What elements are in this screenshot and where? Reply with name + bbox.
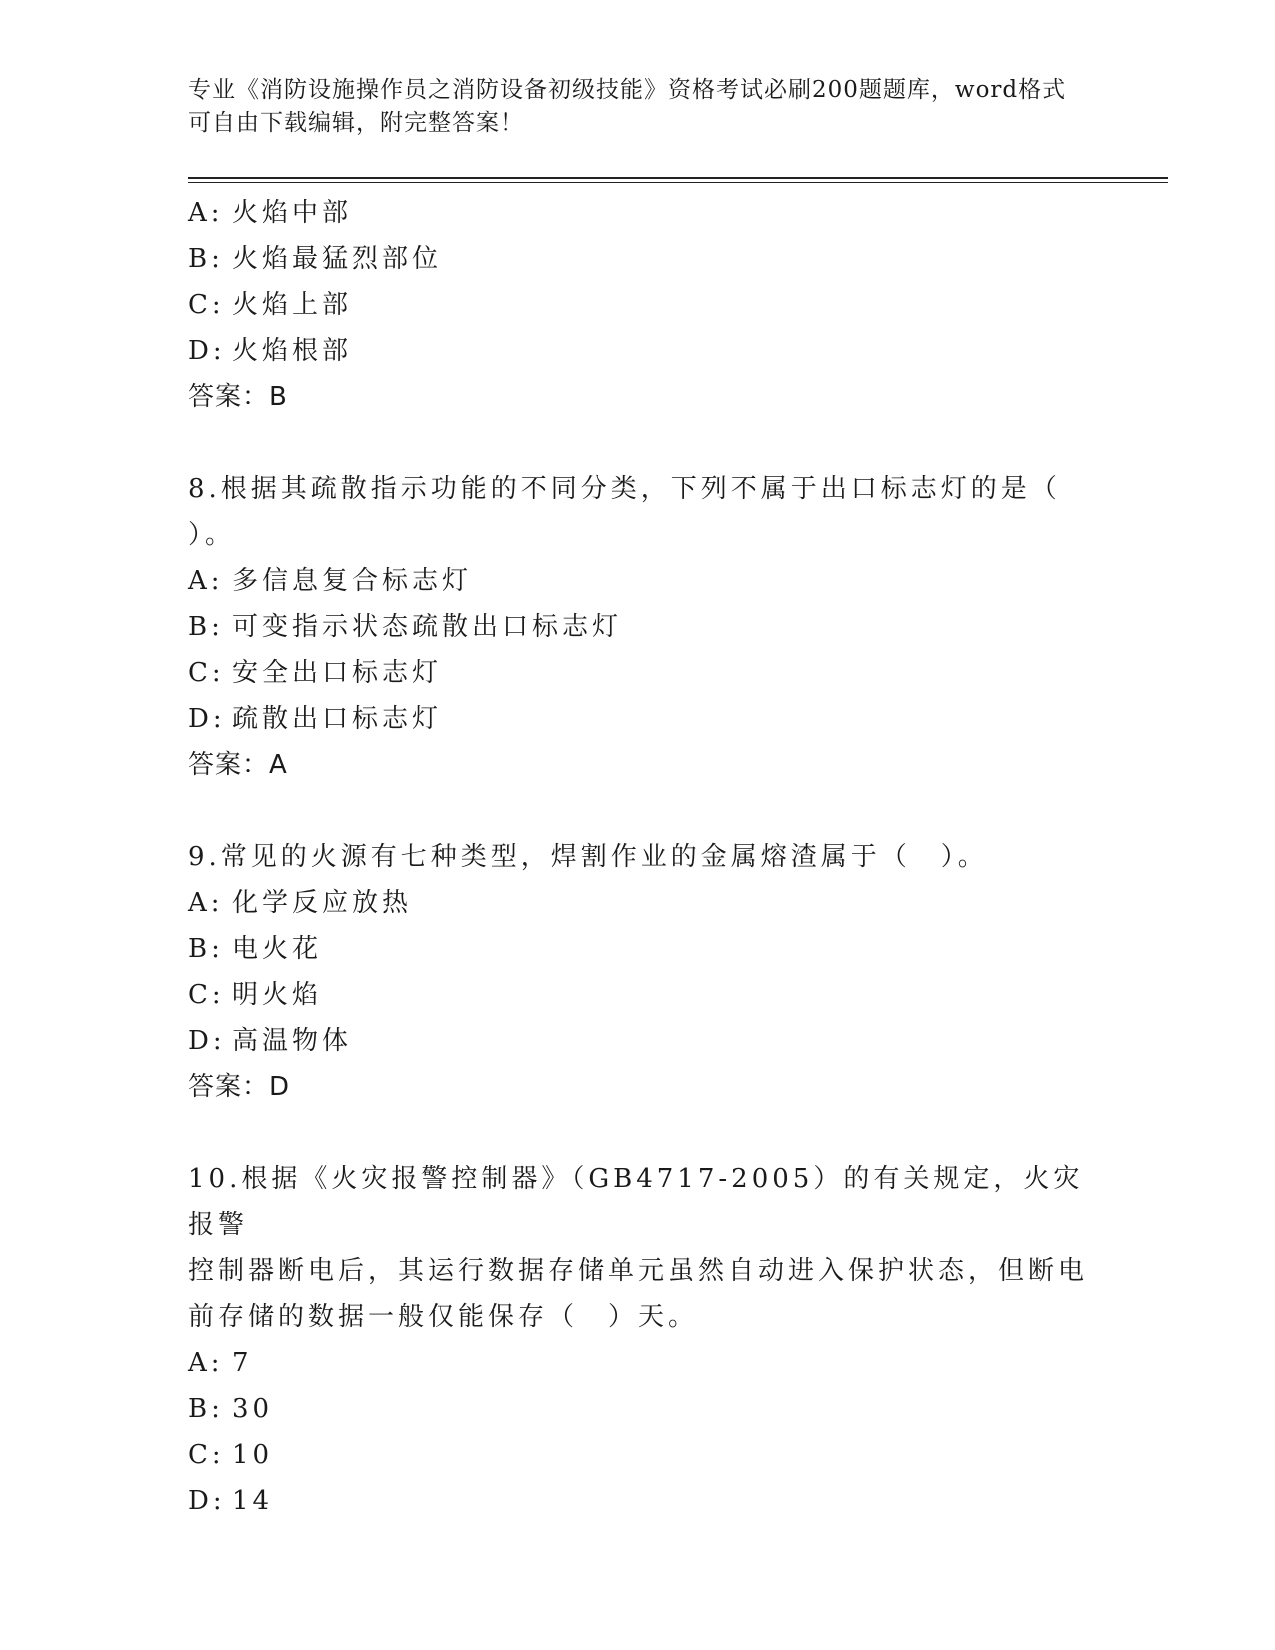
answer-line: 答案：B <box>188 382 288 412</box>
option-key: D: <box>188 1486 226 1516</box>
option-c <box>188 650 1088 696</box>
option-key: B: <box>188 1394 224 1424</box>
option-key: A: <box>188 198 224 228</box>
question-content <box>188 190 1088 1524</box>
header-rule-thin <box>188 182 1168 183</box>
answer-line: 答案：D <box>188 1072 291 1102</box>
header-rule-thick <box>188 177 1168 179</box>
spacer <box>188 788 1088 834</box>
option-text: 疏散出口标志灯 <box>232 704 443 734</box>
option-text: 30 <box>232 1394 274 1424</box>
option-text: 多信息复合标志灯 <box>232 566 473 596</box>
question-stem-line: 8.根据其疏散指示功能的不同分类，下列不属于出口标志灯的是（ <box>188 474 1061 504</box>
option-a <box>188 1340 1088 1386</box>
option-key: C: <box>188 658 225 688</box>
option-key: B: <box>188 244 224 274</box>
option-d <box>188 1018 1088 1064</box>
option-b <box>188 236 1088 282</box>
option-key: D: <box>188 336 226 366</box>
spacer <box>188 420 1088 466</box>
option-text: 高温物体 <box>232 1026 353 1056</box>
option-text: 10 <box>232 1440 274 1470</box>
option-text: 明火焰 <box>232 980 323 1010</box>
option-key: A: <box>188 1348 224 1378</box>
option-key: C: <box>188 980 225 1010</box>
question-stem-line: 9.常见的火源有七种类型，焊割作业的金属熔渣属于（ ）。 <box>188 842 988 872</box>
option-c <box>188 972 1088 1018</box>
header-text: 专业《消防设施操作员之消防设备初级技能》资格考试必刷200题题库，word格式可自由下载编辑，附完整答案！ <box>188 77 1067 136</box>
option-text: 化学反应放热 <box>232 888 413 918</box>
option-a <box>188 558 1088 604</box>
question-8 <box>188 466 1088 788</box>
option-c <box>188 282 1088 328</box>
question-stem-line: 前存储的数据一般仅能保存（ ）天。 <box>188 1302 699 1332</box>
option-b <box>188 604 1088 650</box>
option-text: 火焰上部 <box>232 290 353 320</box>
option-key: D: <box>188 1026 226 1056</box>
option-text: 可变指示状态疏散出口标志灯 <box>232 612 623 642</box>
option-b <box>188 926 1088 972</box>
option-text: 火焰最猛烈部位 <box>232 244 443 274</box>
question-10 <box>188 1156 1088 1524</box>
question-9 <box>188 834 1088 1110</box>
option-key: A: <box>188 566 224 596</box>
answer-line: 答案：A <box>188 750 288 780</box>
question-stem-line: ）。 <box>188 520 236 550</box>
option-key: B: <box>188 612 224 642</box>
option-b <box>188 1386 1088 1432</box>
option-key: B: <box>188 934 224 964</box>
spacer <box>188 1110 1088 1156</box>
option-text: 7 <box>232 1348 253 1378</box>
option-d <box>188 1478 1088 1524</box>
option-key: C: <box>188 1440 225 1470</box>
question-stem-line: 10.根据《火灾报警控制器》（GB4717-2005）的有关规定，火灾报警 <box>188 1164 1084 1240</box>
option-c <box>188 1432 1088 1478</box>
option-a <box>188 190 1088 236</box>
option-text: 电火花 <box>232 934 323 964</box>
option-d <box>188 696 1088 742</box>
document-header <box>188 74 1088 140</box>
option-d <box>188 328 1088 374</box>
option-a <box>188 880 1088 926</box>
option-text: 火焰中部 <box>232 198 353 228</box>
option-text: 安全出口标志灯 <box>232 658 443 688</box>
option-key: D: <box>188 704 226 734</box>
option-key: A: <box>188 888 224 918</box>
option-text: 火焰根部 <box>232 336 353 366</box>
question-stem-line: 控制器断电后，其运行数据存储单元虽然自动进入保护状态，但断电 <box>188 1256 1089 1286</box>
option-text: 14 <box>232 1486 274 1516</box>
question-7-continued <box>188 190 1088 420</box>
option-key: C: <box>188 290 225 320</box>
